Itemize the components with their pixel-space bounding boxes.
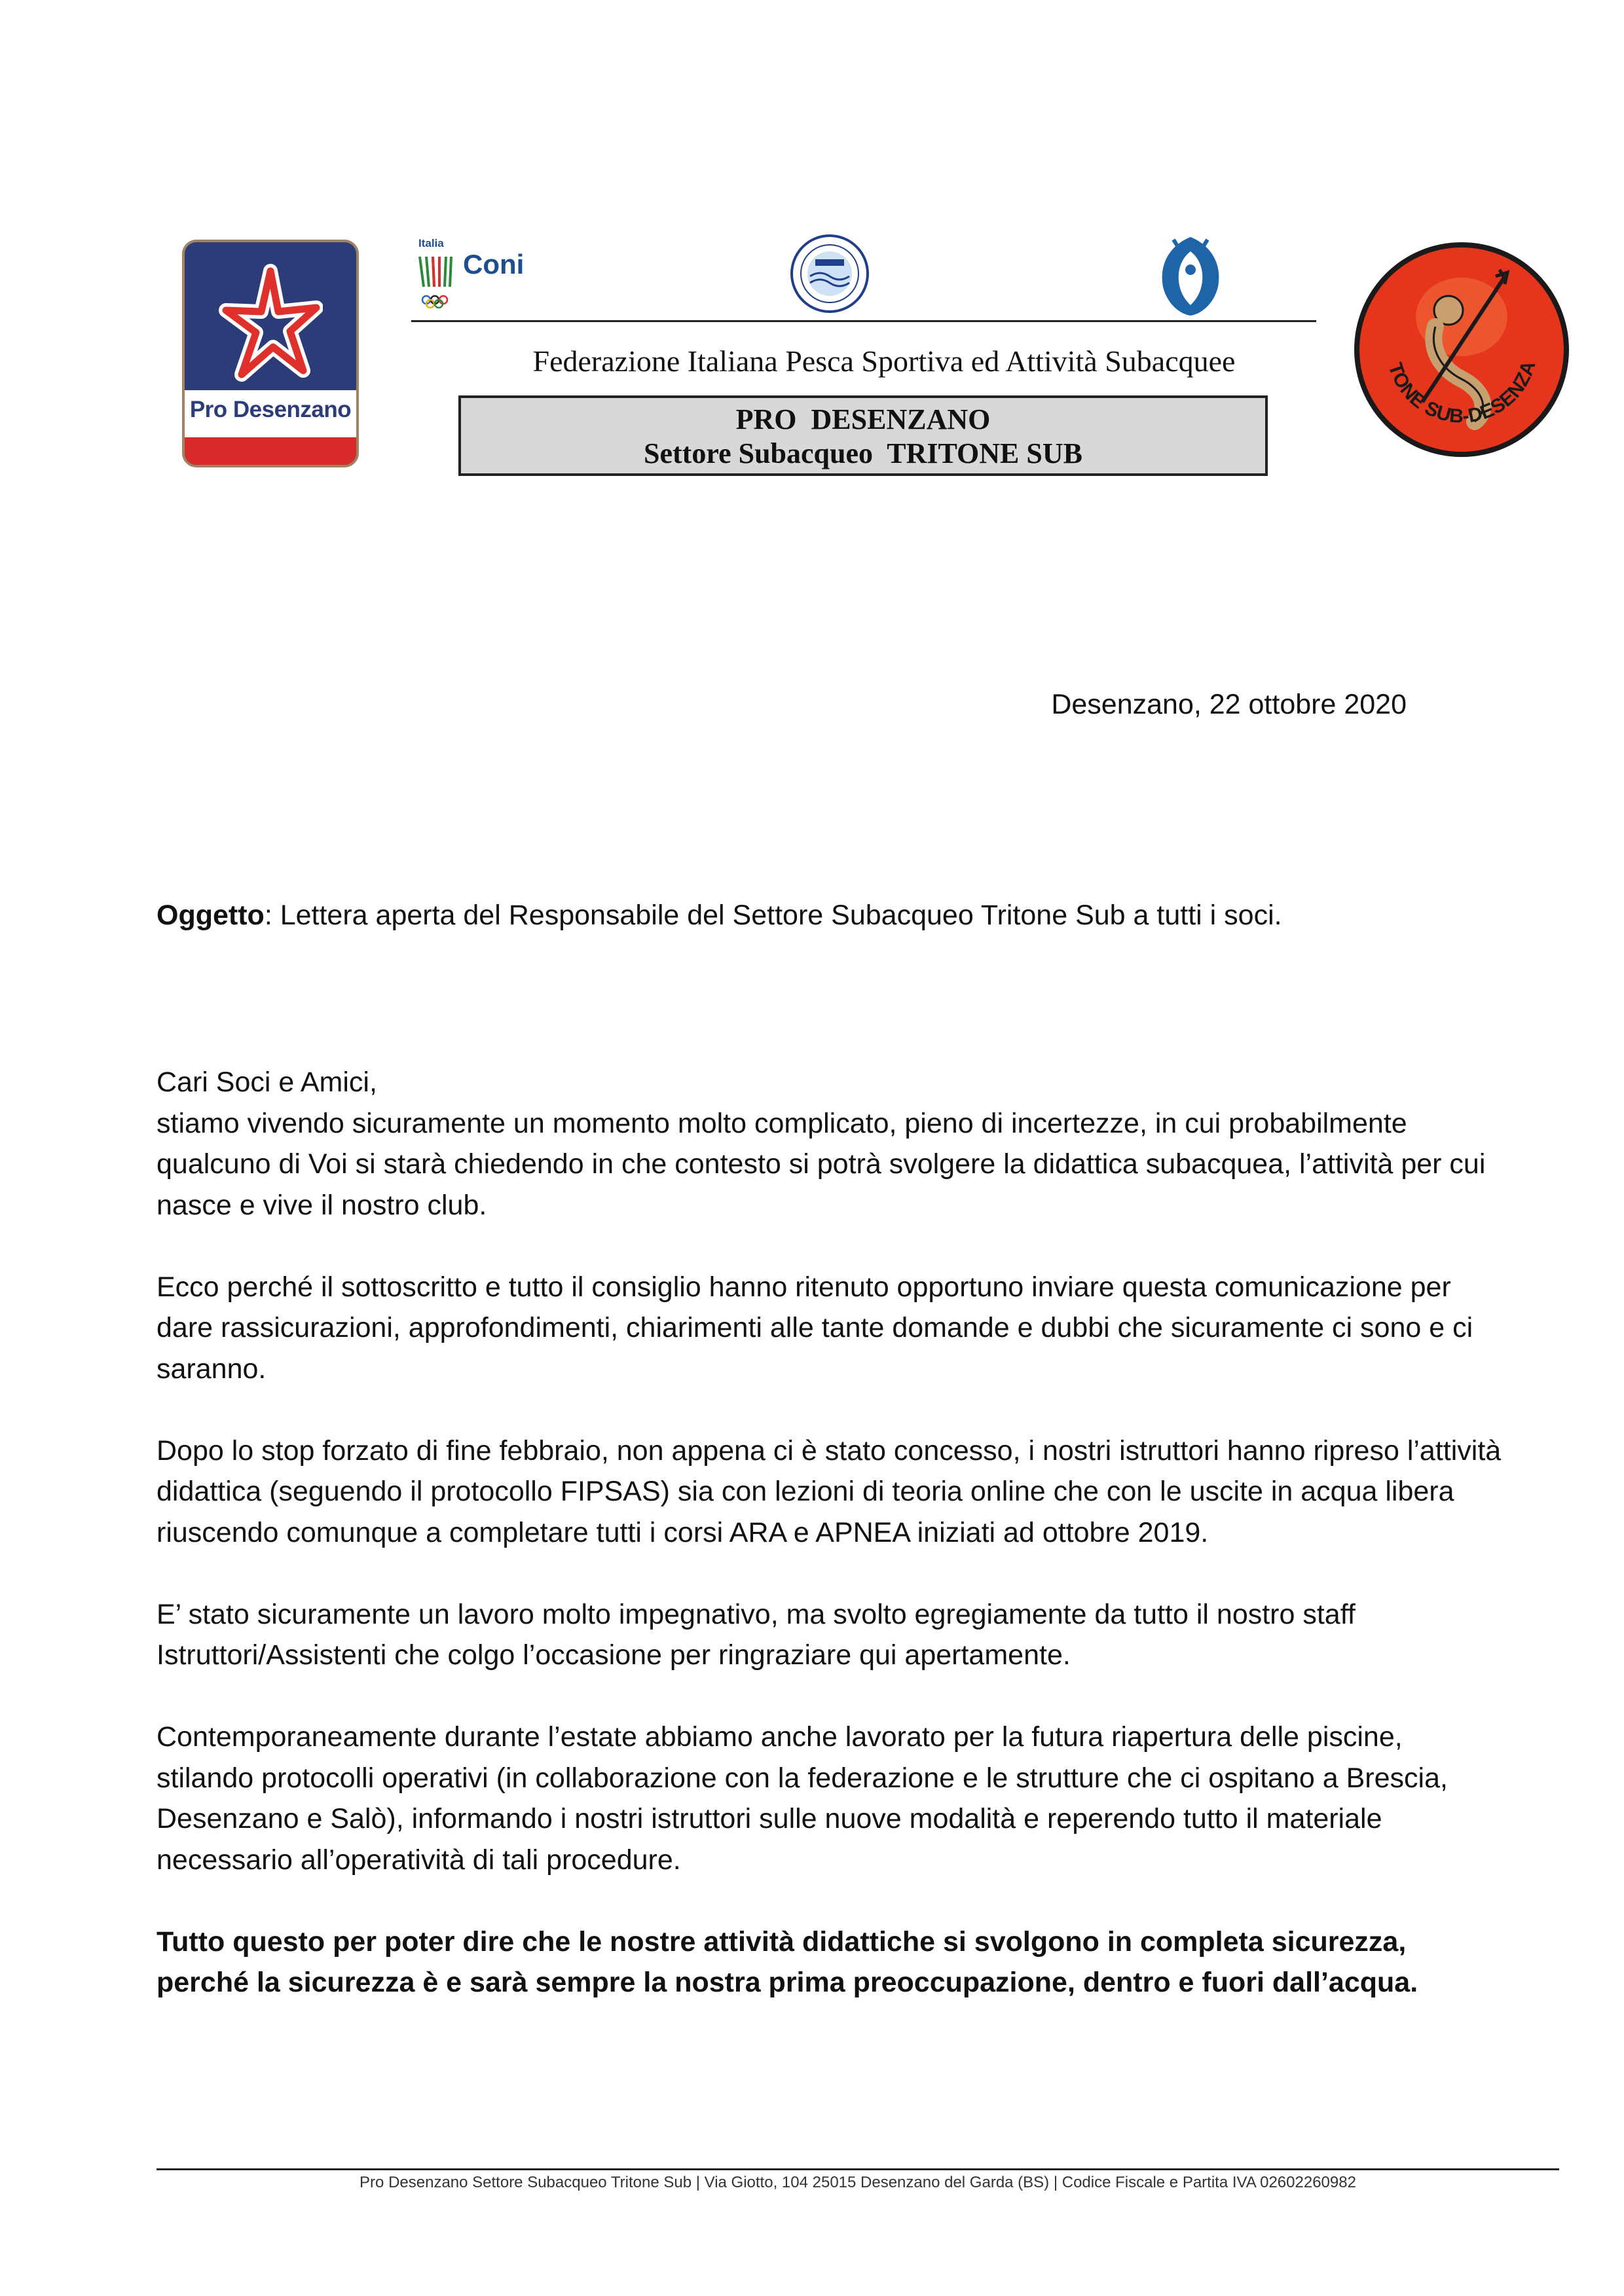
body-paragraph-bold: Tutto questo per poter dire che le nostre attività didattiche si svolgono in completa sicurezza, perché la sicurezza è e sarà sempre la nostra prima preoccupazione, dentro e fuori dall’acqua. bbox=[157, 1925, 1418, 1998]
body-paragraph: Dopo lo stop forzato di fine febbraio, non appena ci è stato concesso, i nostri istruttori hanno ripreso l’attività didattica (seguendo il protocollo FIPSAS) sia con lezioni di teoria online che con le uscite in acqua libera riuscendo comunque a completare tutti i corsi ARA e APNEA iniziati ad ottobre 2019. bbox=[157, 1434, 1502, 1548]
header-divider bbox=[411, 320, 1316, 322]
club-name: PRO DESENZANO bbox=[735, 403, 991, 435]
star-figure-icon bbox=[218, 259, 323, 384]
pro-desenzano-logo-text: Pro Desenzano bbox=[189, 397, 352, 422]
pro-desenzano-logo bbox=[182, 240, 359, 467]
body-paragraph: Contemporaneamente durante l’estate abbiamo anche lavorato per la futura riapertura delle piscine, stilando protocolli operativi (in collaborazione con la federazione e le strutture che ci ospitano a Brescia, Desenzano e Salò), informando i nostri istruttori sulle nuove modalità e reperendo tutto il materiale necessario all’operatività di tali procedure. bbox=[157, 1721, 1448, 1876]
club-sector: Settore Subacqueo TRITONE SUB bbox=[644, 437, 1082, 469]
fipsas-seal-logo bbox=[789, 233, 870, 314]
coni-italia-text: Italia bbox=[418, 237, 444, 249]
letter-subject bbox=[157, 900, 1532, 932]
fish-emblem-logo bbox=[1154, 233, 1227, 318]
club-header-box bbox=[458, 395, 1268, 476]
triton-icon bbox=[1350, 238, 1573, 461]
body-paragraph: Ecco perché il sottoscritto e tutto il consiglio hanno ritenuto opportuno inviare questa comunicazione per dare rassicurazioni, approfondimenti, chiarimenti alle tante domande e dubbi che sicuramente ci sono e ci saranno. bbox=[157, 1271, 1473, 1385]
body-paragraph: E’ stato sicuramente un lavoro molto impegnativo, ma svolto egregiamente da tutto il nostro staff Istruttori/Assistenti che colgo l’occasione per ringraziare qui apertamente. bbox=[157, 1598, 1356, 1671]
tritone-sub-logo bbox=[1350, 238, 1573, 461]
letter-date: Desenzano, 22 ottobre 2020 bbox=[1051, 689, 1407, 720]
subject-text: : Lettera aperta del Responsabile del Settore Subacqueo Tritone Sub a tutti i soci. bbox=[264, 900, 1282, 931]
subject-label: Oggetto bbox=[157, 900, 265, 931]
footer-text: Pro Desenzano Settore Subacqueo Tritone Sub | Via Giotto, 104 25015 Desenzano del Garda (BS) | Codice Fiscale e Partita IVA 02602260982 bbox=[360, 2174, 1356, 2191]
footer-divider bbox=[157, 2168, 1559, 2170]
body-paragraph: Cari Soci e Amici, stiamo vivendo sicuramente un momento molto complicato, pieno di incertezze, in cui probabilmente qualcuno di Voi si starà chiedendo in che contesto si potrà svolgere la didattica subacquea, l’attività per cui nasce e vive il nostro club. bbox=[157, 1066, 1486, 1221]
coni-text: Coni bbox=[463, 249, 525, 280]
fipsas-seal-icon bbox=[789, 233, 870, 314]
letter-body bbox=[157, 1062, 1505, 2003]
tritone-logo-text: TONE SUB-DESENZA bbox=[1384, 358, 1540, 428]
federation-title: Federazione Italiana Pesca Sportiva ed Attività Subacquee bbox=[532, 344, 1236, 378]
fish-emblem-icon bbox=[1154, 233, 1227, 318]
coni-logo bbox=[417, 237, 535, 309]
